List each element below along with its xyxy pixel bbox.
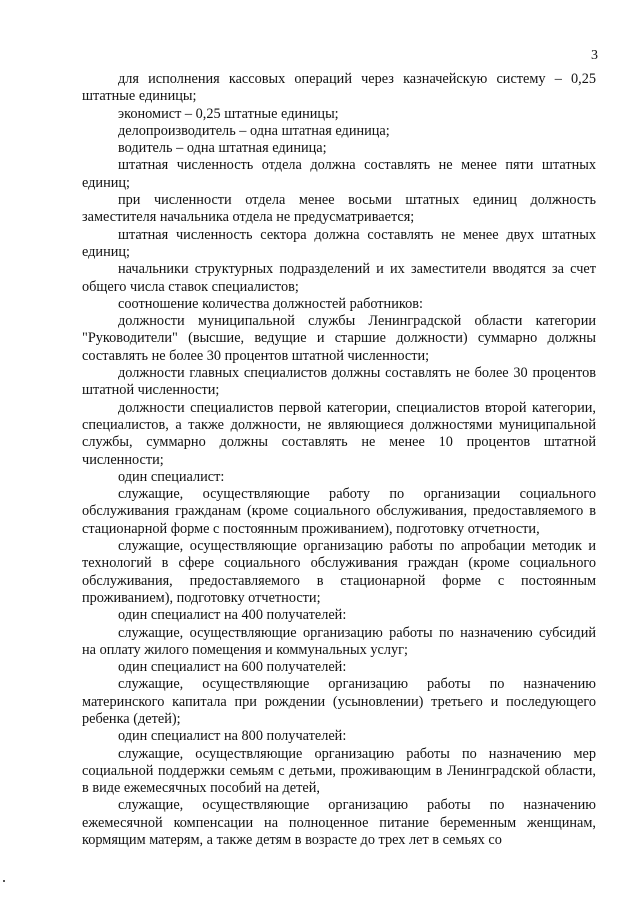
page-number: 3 [591, 48, 598, 63]
paragraph-managers-category: должности муниципальной службы Ленинградской области категории "Руководители" (высшие, ведущие и старшие должности) суммарно должны составлять не более 30 процентов штатной численности; [82, 313, 596, 364]
paragraph-ratio-heading: соотношение количества должностей работников: [118, 295, 423, 312]
paragraph-unit-heads: начальники структурных подразделений и их заместители вводятся за счет общего числа ставок специалистов; [82, 261, 596, 295]
paragraph-deputy-head: при численности отдела менее восьми штатных единиц должность заместителя начальника отдела не предусматривается; [82, 192, 596, 226]
paragraph-driver: водитель – одна штатная единица; [118, 140, 327, 157]
paragraph-sector-staffing: штатная численность сектора должна составлять не менее двух штатных единиц; [82, 226, 596, 260]
scan-mark [3, 880, 5, 882]
paragraph-maternity-capital: служащие, осуществляющие организацию работы по назначению материнского капитала при рождении (усыновлении) третьего и последующего ребенка (детей); [82, 676, 596, 727]
paragraph-cash-operations: для исполнения кассовых операций через казначейскую систему – 0,25 штатные единицы; [82, 71, 596, 105]
paragraph-per-600: один специалист на 600 получателей: [118, 659, 347, 676]
paragraph-department-staffing: штатная численность отдела должна составлять не менее пяти штатных единиц; [82, 157, 596, 191]
paragraph-family-support: служащие, осуществляющие организацию работы по назначению мер социальной поддержки семьям с детьми, проживающим в Ленинградской области, в виде ежемесячных пособий на детей, [82, 745, 596, 797]
paragraph-methods-approbation: служащие, осуществляющие организацию работы по апробации методик и технологий в сфере социального обслуживания граждан (кроме социального обслуживания, предоставляемого в стационарной форме с постоянным проживанием), подготовку отчетности; [82, 538, 596, 606]
paragraph-clerk: делопроизводитель – одна штатная единица; [118, 122, 390, 139]
paragraph-per-400: один специалист на 400 получателей: [118, 607, 347, 624]
paragraph-nutrition-compensation: служащие, осуществляющие организацию работы по назначению ежемесячной компенсации на полноценное питание беременным женщинам, кормящим матерям, а также детям в возрасте до трех лет в семьях со [82, 797, 596, 849]
paragraph-economist: экономист – 0,25 штатные единицы; [118, 105, 339, 122]
paragraph-per-800: один специалист на 800 получателей: [118, 728, 347, 745]
paragraph-housing-subsidies: служащие, осуществляющие организацию работы по назначению субсидий на оплату жилого помещения и коммунальных услуг; [82, 624, 596, 658]
paragraph-social-service-organization: служащие, осуществляющие работу по организации социального обслуживания гражданам (кроме социального обслуживания, предоставляемого в стационарной форме с постоянным проживанием), подготовку отчетности, [82, 486, 596, 537]
document-body [82, 71, 596, 849]
paragraph-one-specialist: один специалист: [118, 468, 225, 485]
paragraph-first-category-specialists: должности специалистов первой категории, специалистов второй категории, специалистов, а также должности, не являющиеся должностями муниципальной службы, суммарно должны составлять не менее 10 процентов штатной численности; [82, 399, 596, 468]
paragraph-chief-specialists: должности главных специалистов должны составлять не более 30 процентов штатной численности; [82, 365, 596, 399]
